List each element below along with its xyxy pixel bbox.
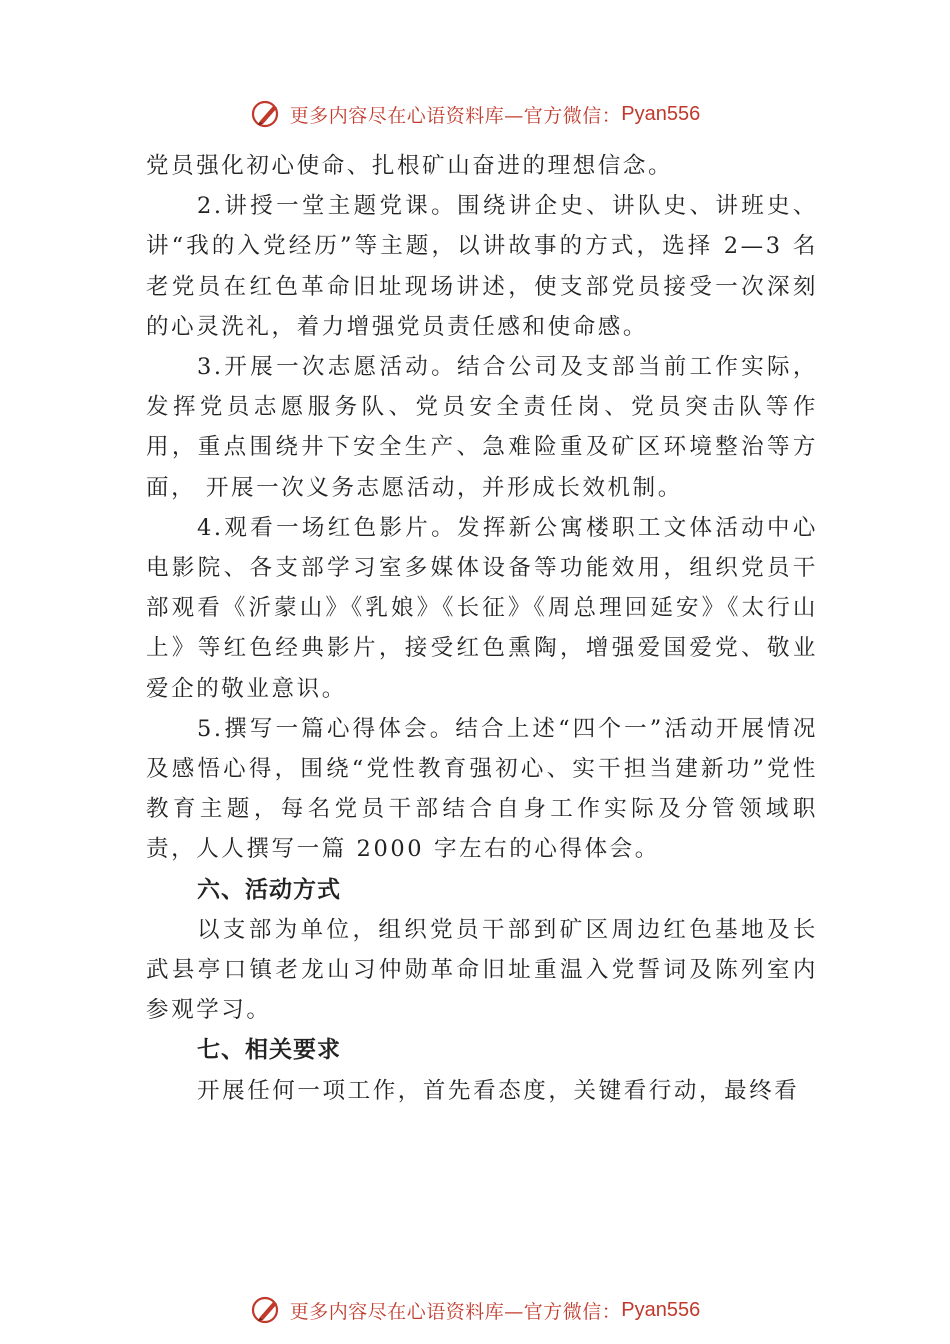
watermark-wechat-id: Pyan556 — [621, 1298, 701, 1321]
watermark-wechat-id: Pyan556 — [621, 102, 701, 125]
pen-seal-icon — [250, 97, 284, 131]
document-body — [146, 146, 818, 1111]
paragraph: 2.讲授一堂主题党课。围绕讲企史、讲队史、讲班史、讲“我的入党经历”等主题，以讲故事的方式，选择 2—3 名老党员在红色革命旧址现场讲述，使支部党员接受一次深刻的心灵洗礼，着力增强党员责任感和使命感。 — [146, 193, 818, 340]
watermark-text: 更多内容尽在心语资料库—官方微信： — [289, 1300, 622, 1323]
section-heading: 六、活动方式 — [197, 876, 341, 903]
paragraph: 5.撰写一篇心得体会。结合上述“四个一”活动开展情况及感悟心得，围绕“党性教育强初心、实干担当建新功”党性教育主题，每名党员干部结合自身工作实际及分管领域职责，人人撰写一篇 2000 字左右的心得体会。 — [146, 715, 818, 863]
watermark-header — [0, 94, 950, 134]
paragraph: 开展任何一项工作，首先看态度，关键看行动，最终看 — [197, 1077, 800, 1104]
watermark-footer — [0, 1290, 950, 1330]
watermark-text: 更多内容尽在心语资料库—官方微信： — [289, 104, 622, 127]
paragraph: 以支部为单位，组织党员干部到矿区周边红色基地及长武县亭口镇老龙山习仲勋革命旧址重温入党誓词及陈列室内参观学习。 — [146, 916, 818, 1024]
paragraph: 3.开展一次志愿活动。结合公司及支部当前工作实际，发挥党员志愿服务队、党员安全责任岗、党员突击队等作用，重点围绕井下安全生产、急难险重及矿区环境整治等方面， 开展一次义务志愿活动，并形成长效机制。 — [146, 354, 818, 501]
section-heading: 七、相关要求 — [197, 1037, 341, 1064]
paragraph: 党员强化初心使命、扎根矿山奋进的理想信念。 — [146, 153, 674, 179]
pen-seal-icon — [250, 1293, 284, 1327]
paragraph: 4.观看一场红色影片。发挥新公寓楼职工文体活动中心电影院、各支部学习室多媒体设备等功能效用，组织党员干部观看《沂蒙山》《乳娘》《长征》《周总理回延安》《太行山上》等红色经典影片，接受红色熏陶，增强爱国爱党、敬业爱企的敬业意识。 — [146, 514, 818, 702]
